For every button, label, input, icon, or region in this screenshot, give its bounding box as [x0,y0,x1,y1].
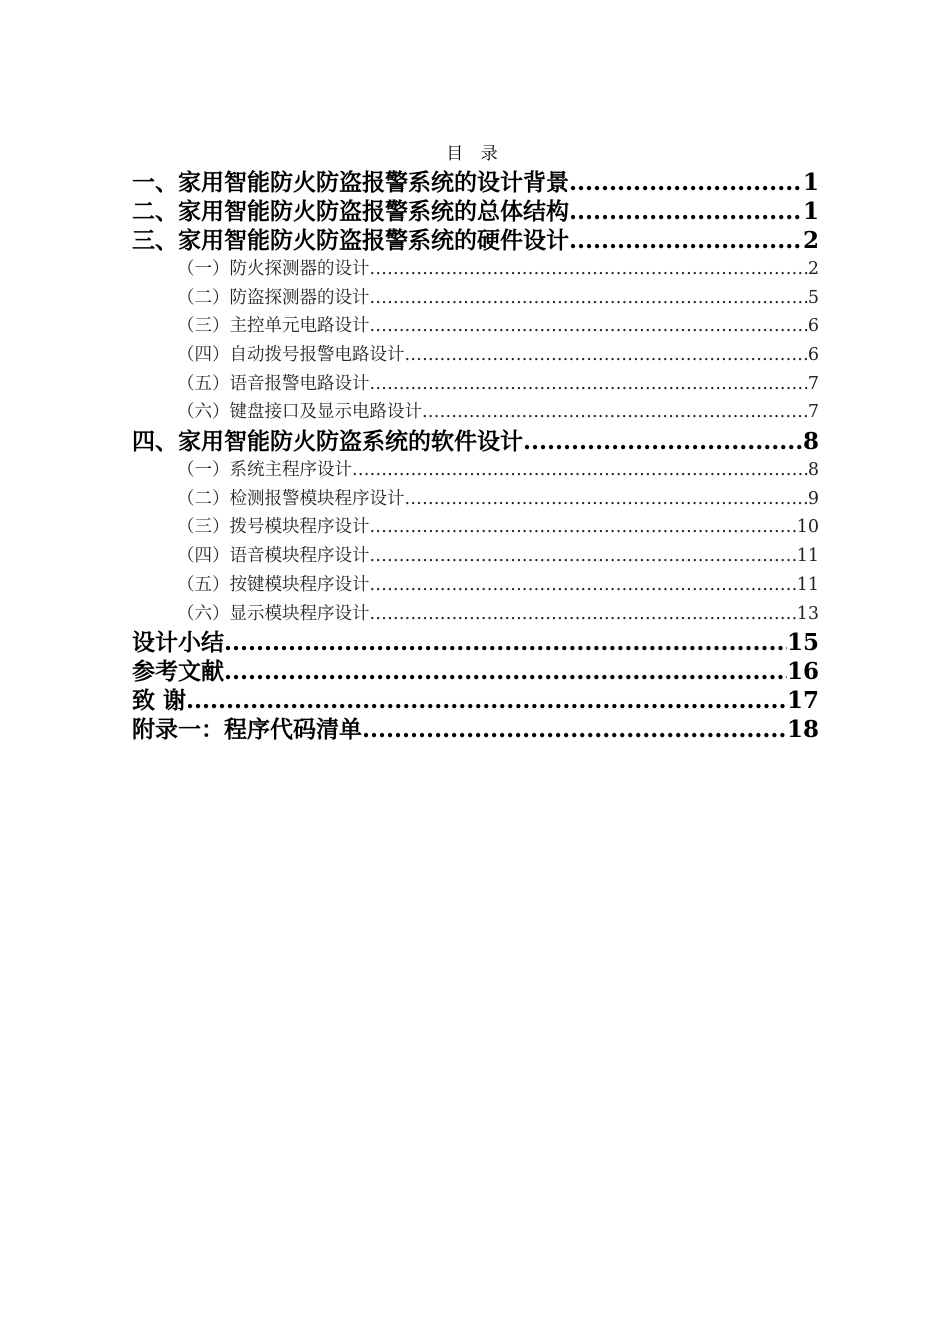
toc-entry-title: （二）检测报警模块程序设计 [177,488,405,509]
toc-entry-title: 附录一：程序代码清单 [132,716,362,744]
toc-entry-title: （五）语音报警电路设计 [177,373,370,394]
toc-dot-leader [405,485,808,514]
toc-entry-title: 一、家用智能防火防盗报警系统的设计背景 [132,169,569,196]
toc-entry[interactable] [132,284,819,313]
toc-dot-leader [370,370,808,399]
toc-dot-leader [186,686,787,715]
toc-dot-leader [352,456,808,485]
toc-dot-leader [405,341,808,370]
toc-dot-leader [370,571,797,600]
toc-page-number: 11 [796,574,819,595]
toc-page-number: 2 [807,258,819,279]
toc-dot-leader [370,514,797,543]
toc-dot-leader [370,542,797,571]
toc-page-number: 6 [807,316,819,337]
toc-page-number: 2 [802,227,819,254]
toc-entry[interactable] [132,427,819,456]
toc-entry[interactable] [132,456,819,485]
toc-dot-leader [569,226,803,255]
toc-entry[interactable] [132,341,819,370]
toc-page-number: 9 [807,488,819,509]
toc-page-number: 8 [807,460,819,481]
toc-page-number: 1 [802,198,819,225]
toc-entry[interactable] [132,485,819,514]
toc-page-number: 8 [802,428,819,456]
toc-entry-title: 致 谢 [132,687,187,715]
toc-entry[interactable] [132,657,819,686]
toc-entry-title: （五）按键模块程序设计 [177,574,370,595]
toc-entry[interactable] [132,226,819,255]
toc-entry[interactable] [132,197,819,226]
toc-entry[interactable] [132,255,819,284]
toc-entry-title: （三）拨号模块程序设计 [177,517,370,538]
toc-dot-leader [422,398,808,427]
toc-entry[interactable] [132,514,819,543]
toc-entry-title: 三、家用智能防火防盗报警系统的硬件设计 [132,227,569,254]
toc-entry[interactable] [132,398,819,427]
toc-dot-leader [362,715,787,744]
toc-dot-leader [224,628,787,657]
toc-entry[interactable] [132,370,819,399]
toc-entry-title: （四）自动拨号报警电路设计 [177,345,405,366]
toc-entry[interactable] [132,168,819,197]
toc-entry-title: 二、家用智能防火防盗报警系统的总体结构 [132,198,569,225]
toc-dot-leader [370,284,808,313]
toc-entry[interactable] [132,542,819,571]
toc-entry-title: 参考文献 [132,658,224,686]
toc-entry-title: （一）系统主程序设计 [177,460,352,481]
toc-page-number: 13 [796,603,819,624]
toc-entry-title: （二）防盗探测器的设计 [177,287,370,308]
toc-entry-title: （六）显示模块程序设计 [177,603,370,624]
toc-page-number: 1 [802,169,819,196]
toc-entry-title: （四）语音模块程序设计 [177,546,370,567]
toc-page-number: 18 [786,716,819,744]
toc-dot-leader [224,657,787,686]
toc-dot-leader [569,168,803,197]
toc-entry-title: 设计小结 [132,629,224,657]
toc-entry-title: （六）键盘接口及显示电路设计 [177,402,422,423]
toc-entry-title: 四、家用智能防火防盗系统的软件设计 [132,428,523,456]
toc-entry[interactable] [132,312,819,341]
toc-dot-leader [370,255,808,284]
toc-entry[interactable] [132,686,819,715]
toc-page-number: 6 [807,345,819,366]
toc-page-number: 15 [786,629,819,657]
toc-page-number: 7 [807,402,819,423]
toc-entry-title: （三）主控单元电路设计 [177,316,370,337]
toc-title: 目 录 [446,144,504,164]
toc-page-number: 10 [796,517,819,538]
toc-page-number: 5 [807,287,819,308]
toc-dot-leader [370,312,808,341]
toc-entry[interactable] [132,628,819,657]
table-of-contents [132,168,819,744]
toc-page-number: 7 [807,373,819,394]
toc-page-number: 17 [786,687,819,715]
toc-page-number: 11 [796,546,819,567]
toc-dot-leader [523,427,803,456]
toc-entry[interactable] [132,715,819,744]
toc-dot-leader [370,600,797,629]
toc-dot-leader [569,197,803,226]
toc-page-number: 16 [786,658,819,686]
toc-entry-title: （一）防火探测器的设计 [177,258,370,279]
toc-entry[interactable] [132,571,819,600]
toc-entry[interactable] [132,600,819,629]
